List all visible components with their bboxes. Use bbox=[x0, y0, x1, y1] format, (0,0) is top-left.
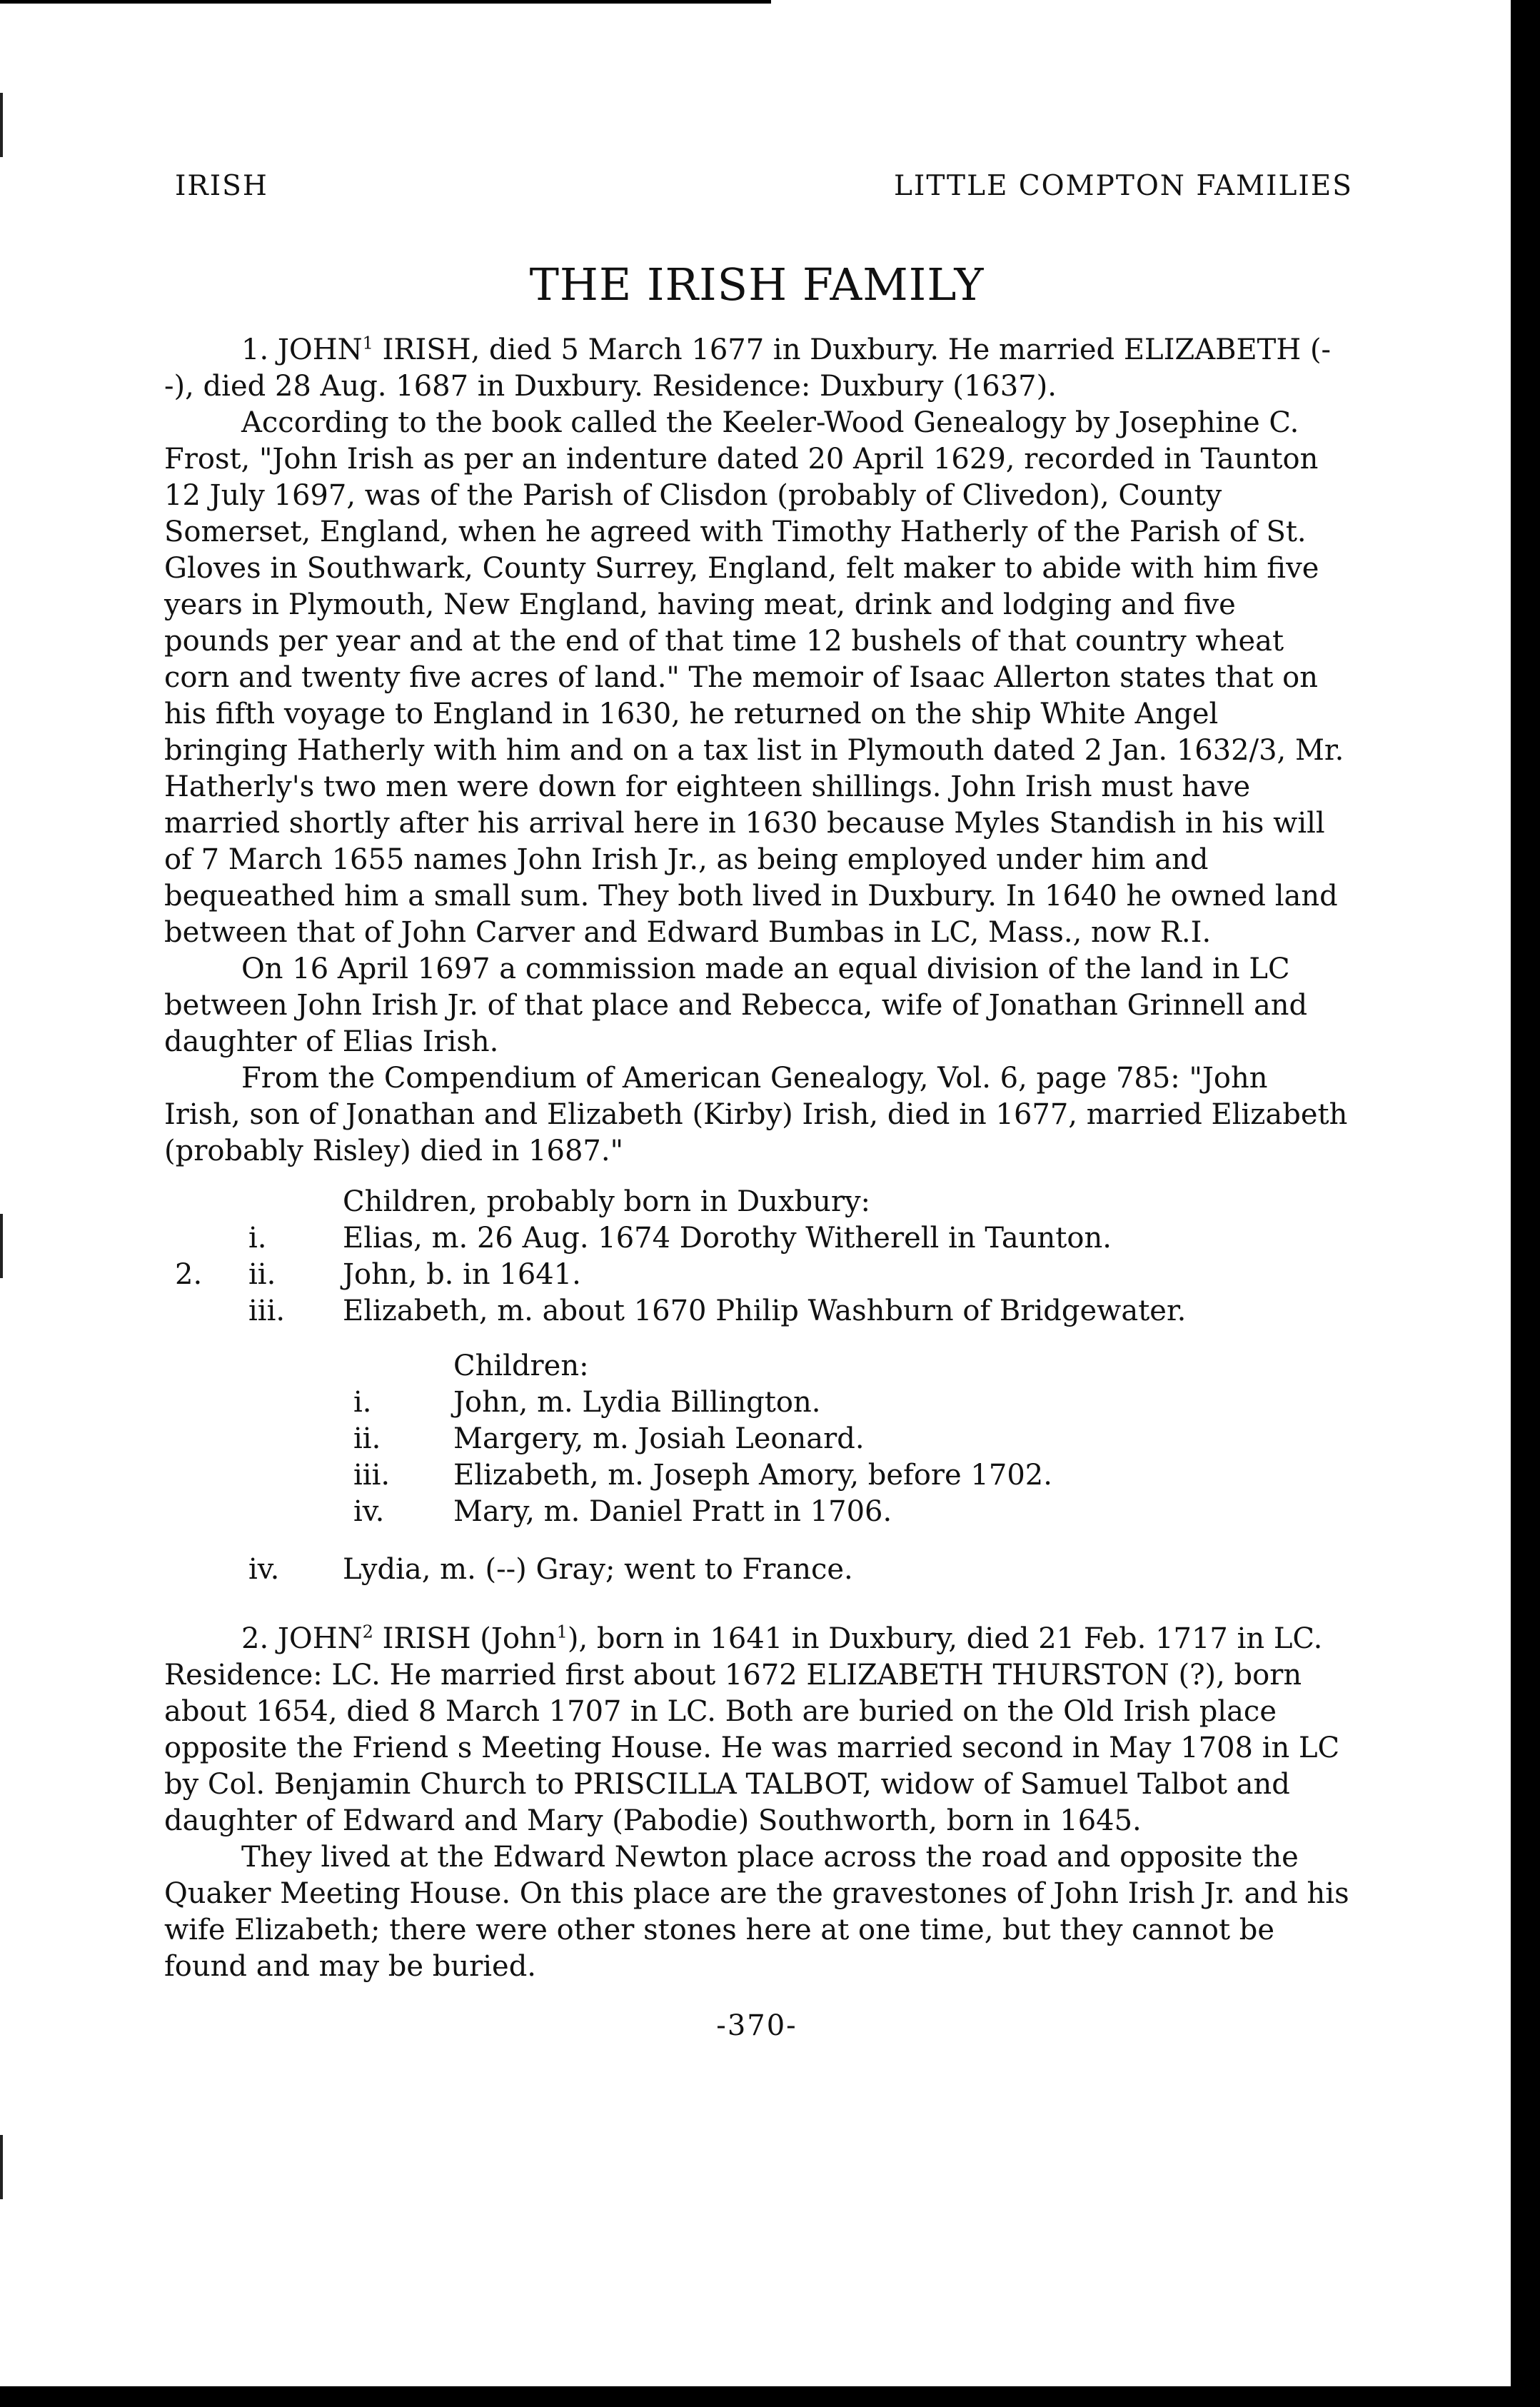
children-heading-text: Children, probably born in Duxbury: bbox=[343, 1185, 871, 1218]
paragraph-newton-place: They lived at the Edward Newton place across the road and opposite the Quaker Meeting House. On this place are the gravestones of John Irish Jr. and his wife Elizabeth; there were other stones here at one time, but they cannot be found and may be buried. bbox=[164, 1841, 1349, 1983]
scan-bottom-border bbox=[0, 2386, 1540, 2407]
entry-lead: 2. JOHN bbox=[241, 1622, 363, 1655]
list-item: ii. Margery, m. Josiah Leonard. bbox=[353, 1422, 865, 1455]
running-header bbox=[164, 164, 1353, 207]
list-item: iv. Lydia, m. (--) Gray; went to France. bbox=[248, 1553, 853, 1586]
children-list bbox=[164, 1184, 1349, 1588]
entry-john-1 bbox=[164, 332, 1349, 405]
generation-superscript: 1 bbox=[556, 1622, 568, 1642]
list-item: iv. Mary, m. Daniel Pratt in 1706. bbox=[353, 1495, 892, 1528]
entry-john-2: 2. JOHN$^2$ IRISH (John$^1$), born in 1641 in Duxbury, died 21 Feb. 1717 in LC. Residence: LC. He married first about 1672 ELIZABETH THURSTON (?), born about 1654, died 8 March 1707 in LC. Both are buried on the Old Irish place opposite the Friend s Meeting House. He was married second in May 1708 in LC by Col. Benjamin Church to PRISCILLA TALBOT, widow of Samuel Talbot and daughter of Edward and Mary (Pabodie) Southworth, born in 1645. bbox=[164, 1622, 1340, 1837]
list-item: i. Elias, m. 26 Aug. 1674 Dorothy Witherell in Taunton. bbox=[248, 1222, 1112, 1255]
paragraph-keeler-wood: According to the book called the Keeler-Wood Genealogy by Josephine C. Frost, "John Irish as per an indenture dated 20 April 1629, recorded in Taunton 12 July 1697, was of the Parish of Clisdon (probably of Clivedon), County Somerset, England, when he agreed with Timothy Hatherly of the Parish of St. Gloves in Southwark, County Surrey, England, felt maker to abide with him five years in Plymouth, New England, having meat, drink and lodging and five pounds per year and at the end of that time 12 bushels of that country wheat corn and twenty five acres of land." The memoir of Isaac Allerton states that on his fifth voyage to England in 1630, he returned on the ship White Angel bringing Hatherly with him and on a tax list in Plymouth dated 2 Jan. 1632/3, Mr. Hatherly's two men were down for eighteen shillings. John Irish must have married shortly after his arrival here in 1630 because Myles Standish in his will of 7 March 1655 names John Irish Jr., as being employed under him and bequeathed him a small sum. They both lived in Duxbury. In 1640 he owned land between that of John Carver and Edward Bumbas in LC, Mass., now R.I. bbox=[164, 406, 1344, 949]
page-title: THE IRISH FAMILY bbox=[529, 258, 985, 311]
document-page bbox=[164, 164, 1353, 2042]
list-item: iii. Elizabeth, m. about 1670 Philip Washburn of Bridgewater. bbox=[248, 1295, 1187, 1327]
page-number: -370- bbox=[716, 2009, 797, 2042]
scan-left-mark bbox=[0, 2135, 3, 2199]
scan-left-mark bbox=[0, 1214, 3, 1278]
generation-superscript: 2 bbox=[362, 1622, 373, 1642]
children-heading bbox=[164, 1184, 1349, 1220]
grandchildren-heading: Children: bbox=[453, 1350, 589, 1382]
header-book-title: LITTLE COMPTON FAMILIES bbox=[894, 170, 1353, 202]
list-item: 2. ii. John, b. in 1641. bbox=[164, 1257, 1349, 1293]
entry-number: 2. bbox=[175, 1258, 203, 1291]
paragraph-compendium: From the Compendium of American Genealogy, Vol. 6, page 785: "John Irish, son of Jonathan and Elizabeth (Kirby) Irish, died in 1677, married Elizabeth (probably Risley) died in 1687." bbox=[164, 1062, 1348, 1167]
header-surname: IRISH bbox=[175, 170, 268, 202]
list-item: i. John, m. Lydia Billington. bbox=[353, 1386, 821, 1419]
entry-text: IRISH, died 5 March 1677 in Duxbury. He married ELIZABETH (--), died 28 Aug. 1687 in Duxbury. Residence: Duxbury (1637). bbox=[164, 333, 1332, 403]
generation-superscript: 1 bbox=[362, 333, 373, 353]
scan-top-edge bbox=[0, 0, 771, 4]
paragraph-land-division: On 16 April 1697 a commission made an equal division of the land in LC between John Irish Jr. of that place and Rebecca, wife of Jonathan Grinnell and daughter of Elias Irish. bbox=[164, 953, 1308, 1058]
entry-lead: 1. JOHN bbox=[241, 333, 363, 366]
scan-left-mark bbox=[0, 93, 3, 157]
entry-text: ), born in 1641 in Duxbury, died 21 Feb. 1717 in LC. Residence: LC. He married first about 1672 ELIZABETH THURSTON (?), born about 1654, died 8 March 1707 in LC. Both are buried on the Old Irish place opposite the Friend s Meeting House. He was married second in May 1708 in LC by Col. Benjamin Church to PRISCILLA TALBOT, widow of Samuel Talbot and daughter of Edward and Mary (Pabodie) Southworth, born in 1645. bbox=[164, 1622, 1340, 1837]
list-item: iii. Elizabeth, m. Joseph Amory, before 1702. bbox=[353, 1459, 1052, 1492]
scan-right-border bbox=[1511, 0, 1540, 2407]
